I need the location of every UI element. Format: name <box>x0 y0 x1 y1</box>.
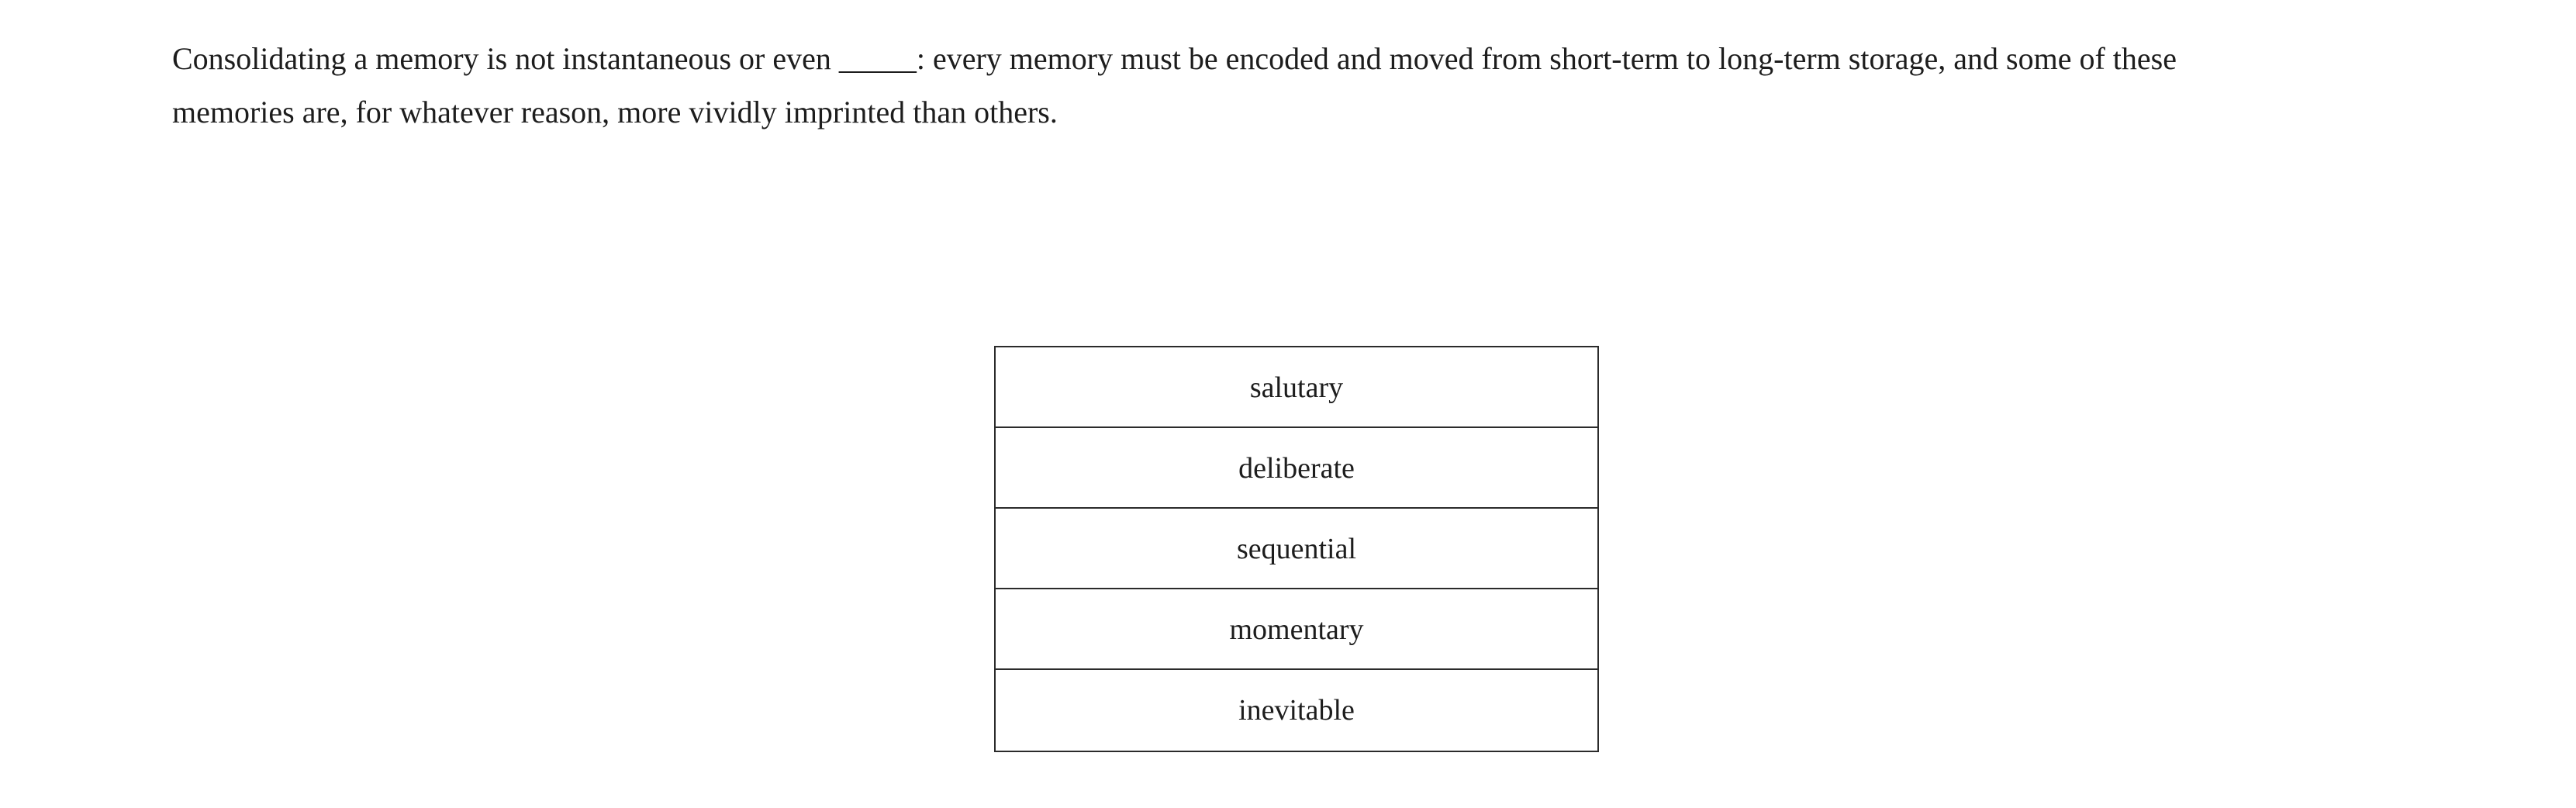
answer-choice-option[interactable]: momentary <box>996 589 1597 670</box>
answer-choices-list <box>994 346 1599 752</box>
answer-choice-option[interactable]: sequential <box>996 509 1597 589</box>
answer-choice-option[interactable]: salutary <box>996 347 1597 428</box>
question-stem: Consolidating a memory is not instantaneous or even _____: every memory must be encoded and moved from short-term to long-term storage, and some of these memories are, for whatever reason, more vividly imprinted than others. <box>172 41 2177 129</box>
answer-choice-option[interactable]: deliberate <box>996 428 1597 509</box>
answer-choice-option[interactable]: inevitable <box>1238 694 1355 727</box>
